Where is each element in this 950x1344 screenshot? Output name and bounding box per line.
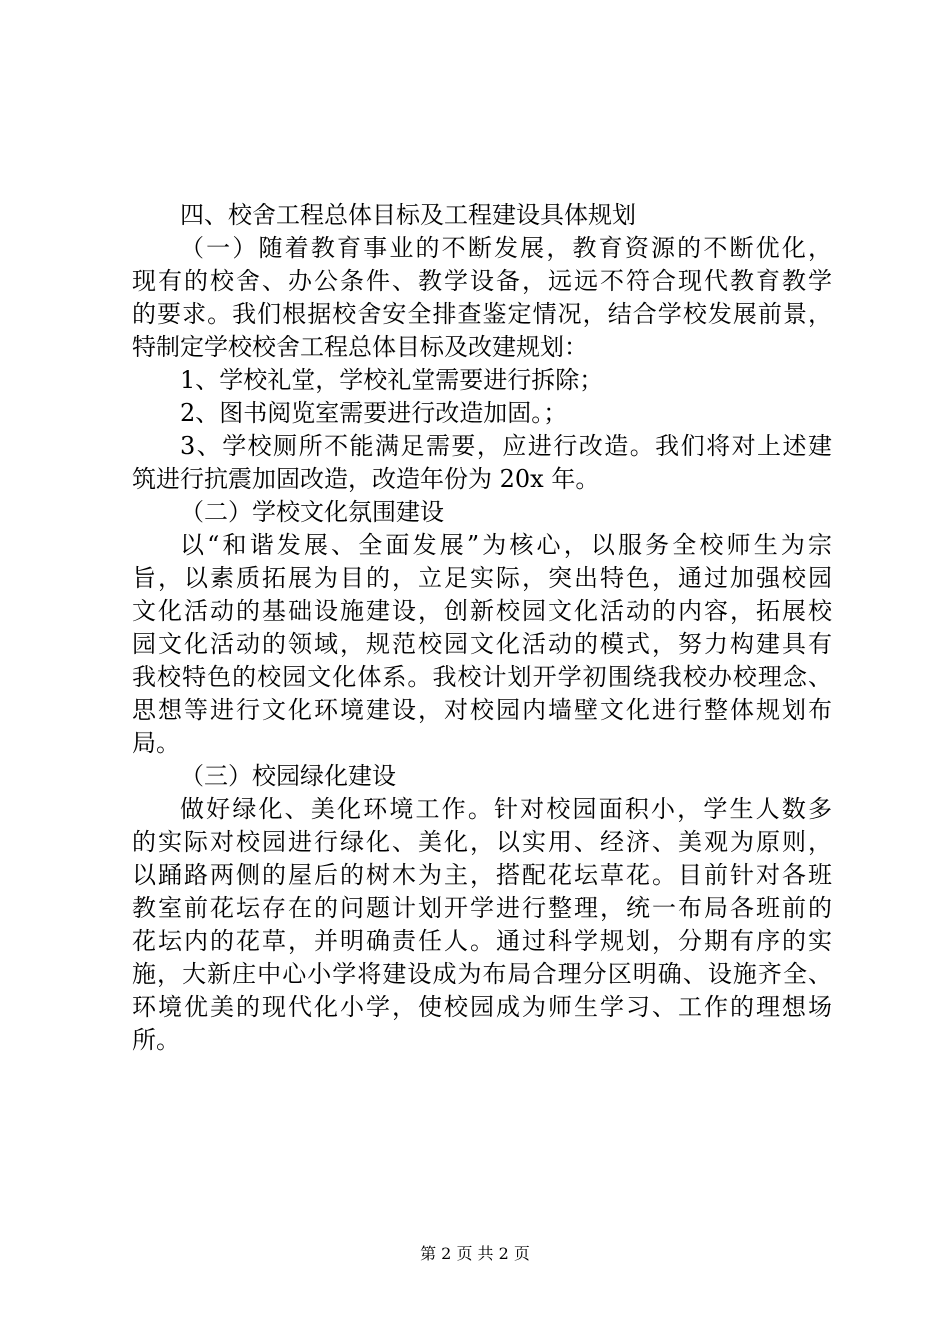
paragraph-line: 旨，以素质拓展为目的，立足实际，突出特色，通过加强校园 [132,564,832,592]
document-body [132,199,832,1057]
list-item: 1、学校礼堂，学校礼堂需要进行拆除； [180,366,604,394]
paragraph-line: 花坛内的花草，并明确责任人。通过科学规划，分期有序的实 [132,927,832,955]
paragraph-line: 特制定学校校舍工程总体目标及改建规划： [132,333,588,361]
section-heading: 四、校舍工程总体目标及工程建设具体规划 [180,201,636,229]
paragraph-line: 的实际对校园进行绿化、美化，以实用、经济、美观为原则， [132,828,832,856]
paragraph-line: 以踊路两侧的屋后的树木为主，搭配花坛草花。目前针对各班 [132,861,832,889]
paragraph-line: 思想等进行文化环境建设，对校园内墙壁文化进行整体规划布 [132,696,832,724]
paragraph-line: 做好绿化、美化环境工作。针对校园面积小，学生人数多 [180,795,832,823]
paragraph-line: 园文化活动的领域，规范校园文化活动的模式，努力构建具有 [132,630,832,658]
page-footer: 第 2 页 共 2 页 [420,1244,530,1263]
paragraph-line: 现有的校舍、办公条件、教学设备，远远不符合现代教育教学 [132,267,832,295]
paragraph-line: 教室前花坛存在的问题计划开学进行整理，统一布局各班前的 [132,894,832,922]
subsection-heading-2: （二）学校文化氛围建设 [180,498,444,526]
paragraph-line: 我校特色的校园文化体系。我校计划开学初围绕我校办校理念、 [132,663,832,691]
paragraph-line: 施，大新庄中心小学将建设成为布局合理分区明确、设施齐全、 [132,960,832,988]
paragraph-line: 筑进行抗震加固改造，改造年份为 20x 年。 [132,465,600,493]
paragraph-line: 文化活动的基础设施建设，创新校园文化活动的内容，拓展校 [132,597,832,625]
list-item: 3、学校厕所不能满足需要，应进行改造。我们将对上述建 [180,432,832,460]
subsection-heading-1: （一）随着教育事业的不断发展，教育资源的不断优化， [180,234,832,262]
list-item: 2、图书阅览室需要进行改造加固。； [180,399,568,427]
paragraph-line: 所。 [132,1026,180,1054]
paragraph-line: 以“和谐发展、全面发展”为核心，以服务全校师生为宗 [180,531,832,559]
subsection-heading-3: （三）校园绿化建设 [180,762,396,790]
paragraph-line: 局。 [132,729,180,757]
paragraph-line: 环境优美的现代化小学，使校园成为师生学习、工作的理想场 [132,993,832,1021]
paragraph-line: 的要求。我们根据校舍安全排查鉴定情况，结合学校发展前景， [132,300,832,328]
